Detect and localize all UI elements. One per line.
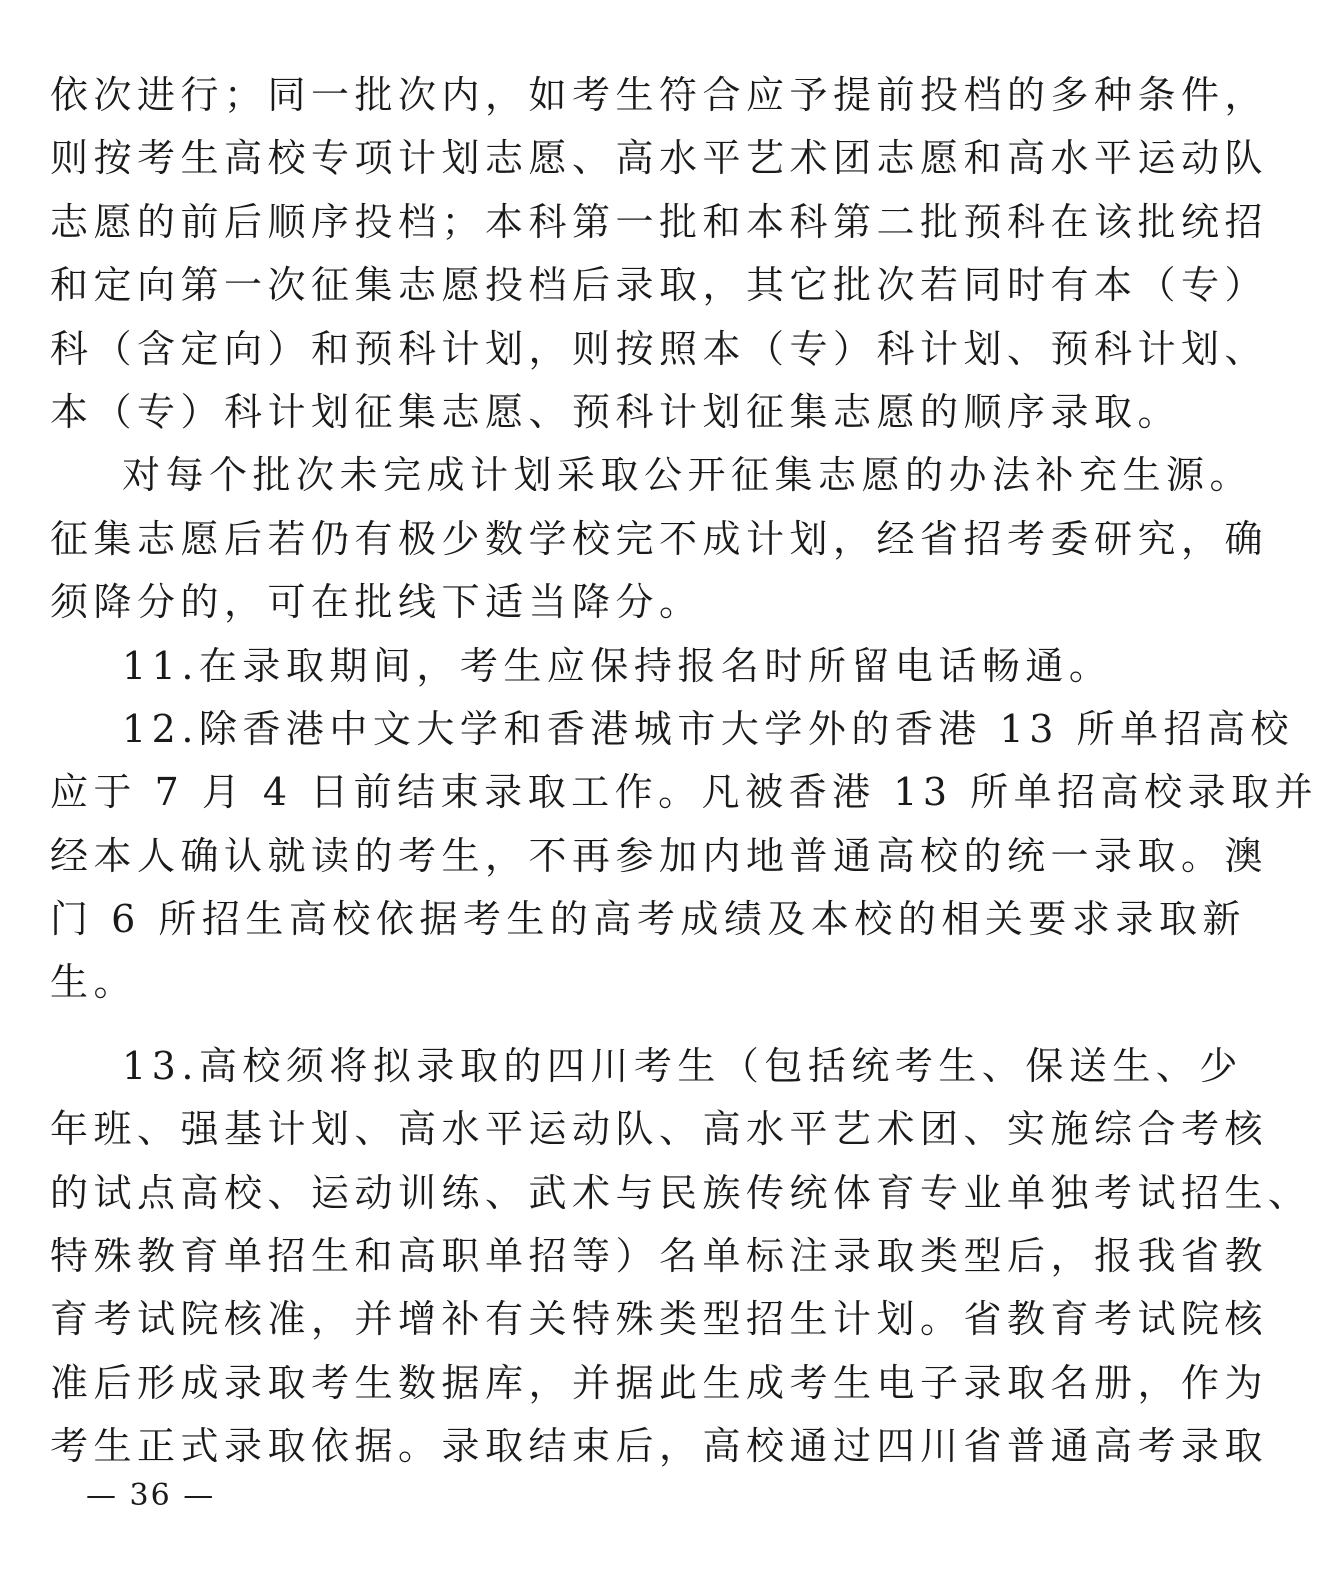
- page-number: — 36 —: [86, 1478, 216, 1513]
- text-line: 准后形成录取考生数据库，并据此生成考生电子录取名册，作为: [50, 1360, 1269, 1405]
- text-line: 和定向第一次征集志愿投档后录取，其它批次若同时有本（专）: [50, 263, 1269, 308]
- body-text: [50, 64, 1318, 1479]
- text-line: 的试点高校、运动训练、武术与民族传统体育专业单独考试招生、: [50, 1170, 1312, 1215]
- paragraph-admission-order: [50, 64, 1269, 444]
- text-line: 须降分的，可在批线下适当降分。: [50, 580, 703, 625]
- text-line: 13.高校须将拟录取的四川考生（包括统考生、保送生、少: [122, 1043, 1243, 1088]
- text-line: 门 6 所招生高校依据考生的高考成绩及本校的相关要求录取新: [50, 897, 1246, 942]
- text-line: 育考试院核准，并增补有关特殊类型招生计划。省教育考试院核: [50, 1297, 1269, 1342]
- text-line: 12.除香港中文大学和香港城市大学外的香港 13 所单招高校: [122, 706, 1294, 751]
- paragraph-item-13: [50, 1035, 1312, 1479]
- text-line: 年班、强基计划、高水平运动队、高水平艺术团、实施综合考核: [50, 1107, 1269, 1152]
- text-line: 志愿的前后顺序投档；本科第一批和本科第二批预科在该批统招: [50, 199, 1269, 244]
- text-line: 科（含定向）和预科计划，则按照本（专）科计划、预科计划、: [50, 326, 1269, 371]
- text-line: 本（专）科计划征集志愿、预科计划征集志愿的顺序录取。: [50, 389, 1182, 434]
- text-line: 11.在录取期间，考生应保持报名时所留电话畅通。: [122, 643, 1113, 688]
- text-line: 则按考生高校专项计划志愿、高水平艺术团志愿和高水平运动队: [50, 136, 1269, 181]
- text-line: 应于 7 月 4 日前结束录取工作。凡被香港 13 所单招高校录取并: [50, 770, 1318, 815]
- paragraph-supplementary-volunteers: [50, 444, 1269, 634]
- text-line: 特殊教育单招生和高职单招等）名单标注录取类型后，报我省教: [50, 1234, 1269, 1279]
- paragraph-item-11: [50, 635, 1113, 698]
- text-line: 考生正式录取依据。录取结束后，高校通过四川省普通高考录取: [50, 1424, 1269, 1469]
- paragraph-gap: [50, 1015, 1030, 1035]
- paragraph-item-12: [50, 698, 1318, 1015]
- text-line: 生。: [50, 960, 138, 1005]
- text-line: 对每个批次未完成计划采取公开征集志愿的办法补充生源。: [122, 453, 1254, 498]
- text-line: 依次进行；同一批次内，如考生符合应予提前投档的多种条件，: [50, 73, 1269, 117]
- text-line: 经本人确认就读的考生，不再参加内地普通高校的统一录取。澳: [50, 833, 1269, 878]
- text-line: 征集志愿后若仍有极少数学校完不成计划，经省招考委研究，确: [50, 516, 1269, 561]
